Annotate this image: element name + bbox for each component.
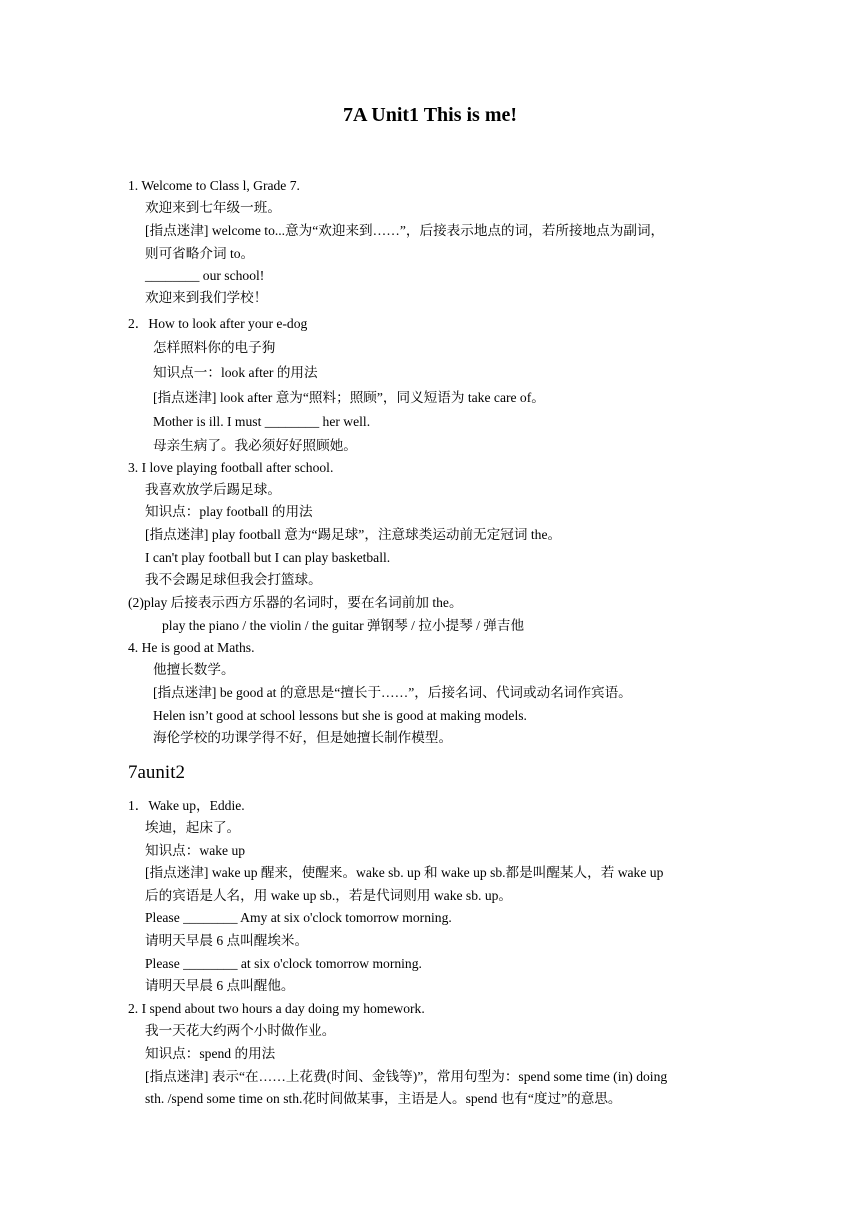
- text-line: [指点迷津] 表示“在……上花费(时间、金钱等)”，常用句型为：spend some time (in) doing: [145, 1069, 668, 1084]
- text-line: 4. He is good at Maths.: [128, 640, 255, 655]
- text-line: 2．How to look after your e-dog: [128, 316, 308, 331]
- text-line: [指点迷津] be good at 的意思是“擅长于……”，后接名词、代词或动名词作宾语。: [153, 685, 632, 700]
- text-line: Helen isn’t good at school lessons but she is good at making models.: [153, 708, 527, 723]
- text-line: 请明天早晨 6 点叫醒埃米。: [145, 933, 309, 948]
- text-line: 知识点：wake up: [145, 843, 246, 858]
- text-line: 我一天花大约两个小时做作业。: [145, 1023, 336, 1038]
- text-line: 2. I spend about two hours a day doing my homework.: [128, 1001, 425, 1016]
- text-line: 知识点：play football 的用法: [145, 504, 313, 519]
- text-line: [指点迷津] look after 意为“照料；照顾”，同义短语为 take care of。: [153, 390, 545, 405]
- text-line: Please ________ Amy at six o'clock tomorrow morning.: [145, 910, 452, 925]
- text-line: Mother is ill. I must ________ her well.: [153, 414, 371, 429]
- section-heading: 7aunit2: [128, 762, 185, 783]
- text-line: play the piano / the violin / the guitar 弹钢琴 / 拉小提琴 / 弹吉他: [162, 618, 525, 633]
- text-line: 3. I love playing football after school.: [128, 460, 334, 475]
- text-line: [指点迷津] wake up 醒来，使醒来。wake sb. up 和 wake up sb.都是叫醒某人，若 wake up: [145, 865, 664, 880]
- text-line: 他擅长数学。: [153, 662, 235, 677]
- text-line: 请明天早晨 6 点叫醒他。: [145, 978, 295, 993]
- text-line: 1．Wake up，Eddie.: [128, 798, 245, 813]
- text-line: 知识点一：look after 的用法: [153, 365, 318, 380]
- text-line: I can't play football but I can play basketball.: [145, 550, 391, 565]
- text-line: 怎样照料你的电子狗: [153, 340, 276, 355]
- text-line: sth. /spend some time on sth.花时间做某事，主语是人。spend 也有“度过”的意思。: [145, 1091, 622, 1106]
- text-line: [指点迷津] welcome to...意为“欢迎来到……”，后接表示地点的词，若所接地点为副词，: [145, 223, 665, 238]
- page-title: 7A Unit1 This is me!: [342, 104, 518, 126]
- text-line: 埃迪，起床了。: [145, 820, 241, 835]
- text-line: [指点迷津] play football 意为“踢足球”，注意球类运动前无定冠词 the。: [145, 527, 562, 542]
- text-line: 我喜欢放学后踢足球。: [145, 482, 281, 497]
- text-line: Please ________ at six o'clock tomorrow morning.: [145, 956, 422, 971]
- text-line: ________ our school!: [145, 268, 265, 283]
- text-line: 欢迎来到我们学校！: [145, 290, 268, 305]
- text-line: 知识点：spend 的用法: [145, 1046, 276, 1061]
- text-line: 母亲生病了。我必须好好照顾她。: [153, 438, 357, 453]
- text-line: 则可省略介词 to。: [145, 246, 255, 261]
- text-line: 1. Welcome to Class l, Grade 7.: [128, 178, 300, 193]
- text-line: 欢迎来到七年级一班。: [145, 200, 281, 215]
- text-line: 海伦学校的功课学得不好，但是她擅长制作模型。: [153, 730, 453, 745]
- text-line: 后的宾语是人名，用 wake up sb.，若是代词则用 wake sb. up。: [145, 888, 513, 903]
- text-line: 我不会踢足球但我会打篮球。: [145, 572, 322, 587]
- text-line: (2)play 后接表示西方乐器的名词时，要在名词前加 the。: [128, 595, 463, 610]
